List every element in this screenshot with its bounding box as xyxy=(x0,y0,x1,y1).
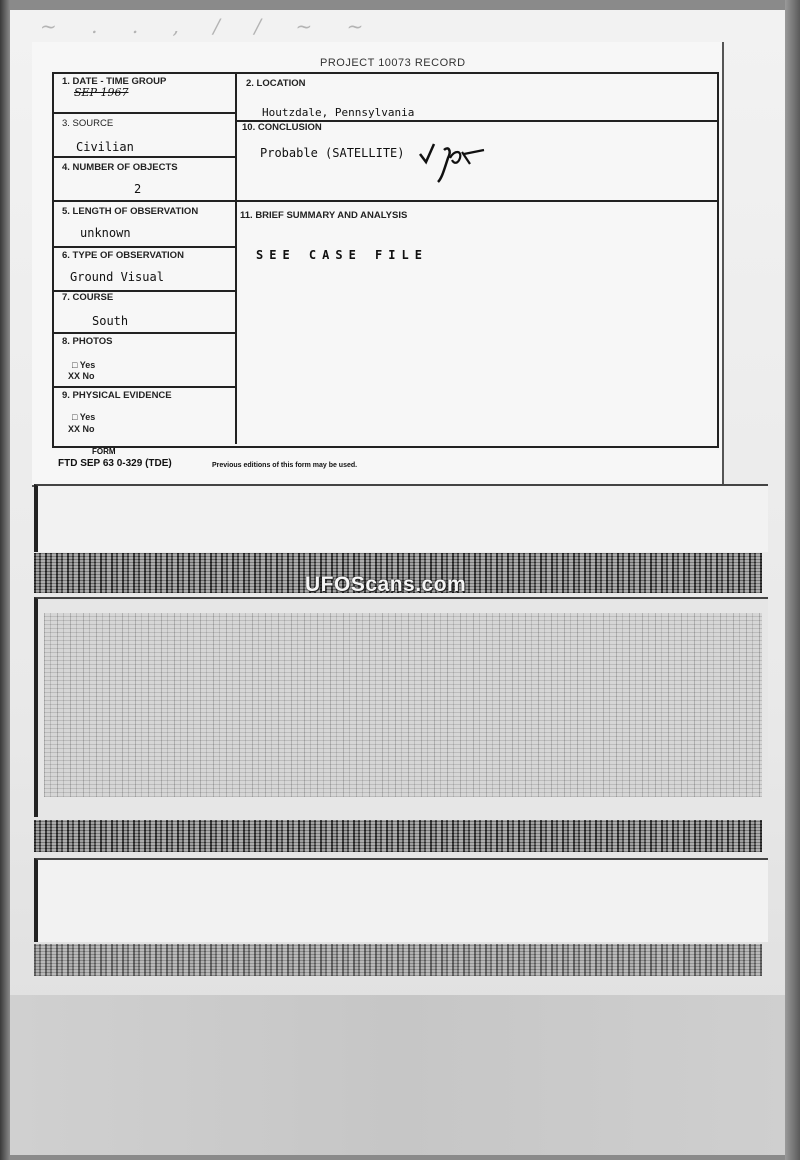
form-grid xyxy=(52,72,719,448)
scan-left-edge xyxy=(0,0,10,1160)
type-of-observation-label: 6. TYPE OF OBSERVATION xyxy=(62,250,184,261)
faded-text-noise xyxy=(44,613,762,797)
photos-no-option xyxy=(68,371,95,381)
type-of-observation-value: Ground Visual xyxy=(70,270,164,284)
checkbox-empty-icon: □ xyxy=(72,360,78,370)
physical-evidence-yes-option xyxy=(72,412,95,422)
scan-noise-strip xyxy=(34,820,762,852)
blank-panel-upper xyxy=(34,484,768,552)
conclusion-label: 10. CONCLUSION xyxy=(242,122,322,133)
faded-handwriting-decoration: ~ . . , / / ~ ~ xyxy=(40,14,378,38)
location-value: Houtzdale, Pennsylvania xyxy=(262,106,415,119)
footer-note: Previous editions of this form may be used. xyxy=(212,462,358,469)
source-label: 3. SOURCE xyxy=(62,118,114,129)
page-lower-area xyxy=(10,995,785,1155)
faded-text-panel xyxy=(34,597,768,817)
handwritten-check-signature xyxy=(418,140,493,185)
form-title: PROJECT 10073 RECORD xyxy=(320,57,466,69)
physical-evidence-label: 9. PHYSICAL EVIDENCE xyxy=(62,390,172,401)
checkbox-marked-icon: XX xyxy=(68,371,81,381)
scan-noise-strip xyxy=(34,944,762,976)
row-divider xyxy=(54,156,237,158)
brief-summary-label: 11. BRIEF SUMMARY AND ANALYSIS xyxy=(240,210,408,221)
course-label: 7. COURSE xyxy=(62,292,114,303)
number-of-objects-value: 2 xyxy=(134,182,142,196)
number-of-objects-label: 4. NUMBER OF OBJECTS xyxy=(62,162,178,173)
photos-yes-option xyxy=(72,360,95,370)
row-divider xyxy=(54,332,237,334)
blank-panel-lower xyxy=(34,858,768,942)
physical-evidence-no-option xyxy=(68,424,95,434)
row-divider xyxy=(54,386,237,388)
date-time-group-label: 1. DATE - TIME GROUP xyxy=(62,76,167,87)
location-label: 2. LOCATION xyxy=(246,78,306,89)
row-divider xyxy=(54,200,717,202)
row-divider xyxy=(54,246,237,248)
checkbox-marked-icon: XX xyxy=(68,424,81,434)
footer-form-id: FTD SEP 63 0-329 (TDE) xyxy=(58,458,172,469)
photos-yes-label: Yes xyxy=(79,360,96,370)
conclusion-value: Probable (SATELLITE) xyxy=(260,146,405,160)
source-value: Civilian xyxy=(76,140,134,154)
watermark: UFOScans.com xyxy=(305,573,467,596)
scan-right-edge xyxy=(785,0,800,1160)
length-of-observation-label: 5. LENGTH OF OBSERVATION xyxy=(62,206,199,217)
length-of-observation-value: unknown xyxy=(80,226,131,240)
photos-no-label: No xyxy=(82,371,95,381)
date-time-group-value: SEP 1967 xyxy=(74,86,129,99)
course-value: South xyxy=(92,314,129,328)
physical-evidence-no-label: No xyxy=(82,424,95,434)
photos-label: 8. PHOTOS xyxy=(62,336,113,347)
physical-evidence-yes-label: Yes xyxy=(79,412,96,422)
column-divider xyxy=(235,74,237,444)
footer-form-word: FORM xyxy=(92,447,116,456)
brief-summary-value: SEE CASE FILE xyxy=(256,248,428,262)
row-divider xyxy=(54,112,237,114)
checkbox-empty-icon: □ xyxy=(72,412,78,422)
